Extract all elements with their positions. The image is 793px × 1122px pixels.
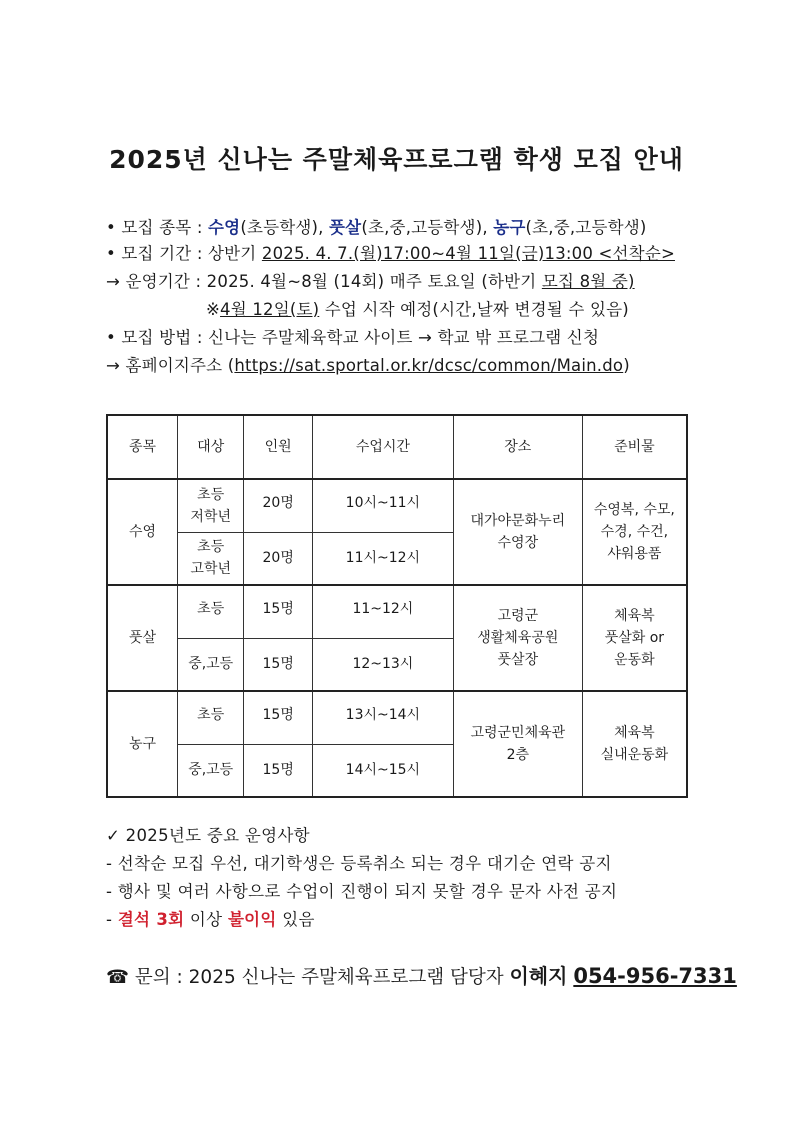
place-cell: 대가야문화누리 수영장 — [453, 479, 582, 585]
homepage-link[interactable]: https://sat.sportal.or.kr/dcsc/common/Main.do — [234, 356, 624, 375]
table-row — [107, 691, 687, 744]
sport-swim: 수영 — [208, 218, 241, 237]
info-sports-line — [106, 214, 647, 238]
count-cell: 15명 — [244, 585, 312, 638]
period-suffix: <선착순> — [598, 244, 675, 263]
time-cell: 11시~12시 — [312, 532, 453, 585]
target-cell: 초등 — [177, 585, 243, 638]
table-row — [107, 585, 687, 638]
sport-futsal-note: (초,중,고등학생), — [361, 218, 494, 237]
operation-under: 모집 8월 중) — [541, 272, 635, 291]
contact-prefix: ☎ 문의 : 2025 신나는 주말체육프로그램 담당자 — [106, 967, 510, 988]
info-homepage-line — [106, 352, 630, 376]
info-start-line — [206, 296, 629, 320]
sport-cell: 수영 — [107, 479, 177, 585]
note-line: - 행사 및 여러 사항으로 수업이 진행이 되지 못할 경우 문자 사전 공지 — [106, 882, 618, 901]
note-line: - 선착순 모집 우선, 대기학생은 등록취소 되는 경우 대기순 연락 공지 — [106, 854, 612, 873]
header-time: 수업시간 — [312, 415, 453, 479]
homepage-prefix: → 홈페이지주소 ( — [106, 356, 235, 375]
sports-prefix: • 모집 종목 : — [106, 218, 209, 237]
count-cell: 15명 — [244, 744, 312, 797]
start-date: 4월 12일(토) — [220, 300, 320, 319]
table-row — [107, 479, 687, 532]
homepage-suffix: ) — [623, 356, 630, 375]
time-cell: 10시~11시 — [312, 479, 453, 532]
sport-cell: 풋살 — [107, 585, 177, 691]
time-cell: 12~13시 — [312, 638, 453, 691]
penalty-disadvantage: 불이익 — [227, 910, 277, 929]
note-line-penalty — [106, 906, 315, 930]
table-header-row — [107, 415, 687, 479]
contact-line — [106, 960, 737, 989]
place-cell: 고령군 생활체육공원 풋살장 — [453, 585, 582, 691]
start-prefix: ※ — [206, 300, 221, 319]
info-operation-line — [106, 268, 635, 292]
header-place: 장소 — [453, 415, 582, 479]
items-cell: 수영복, 수모, 수경, 수건, 샤워용품 — [582, 479, 687, 585]
sport-basketball-note: (초,중,고등학생) — [525, 218, 647, 237]
header-sport: 종목 — [107, 415, 177, 479]
items-cell: 체육복 풋살화 or 운동화 — [582, 585, 687, 691]
target-cell: 중,고등 — [177, 638, 243, 691]
sport-swim-note: (초등학생), — [240, 218, 330, 237]
time-cell: 11~12시 — [312, 585, 453, 638]
penalty-suffix: 있음 — [276, 910, 315, 929]
header-target: 대상 — [177, 415, 243, 479]
info-method-line: • 모집 방법 : 신나는 주말체육학교 사이트 → 학교 밖 프로그램 신청 — [106, 328, 600, 347]
info-period-line — [106, 240, 675, 264]
operation-prefix: → 운영기간 : 2025. 4월~8월 (14회) 매주 토요일 (하반기 — [106, 272, 542, 291]
items-cell: 체육복 실내운동화 — [582, 691, 687, 797]
contact-phone[interactable]: 054-956-7331 — [573, 964, 737, 988]
sport-basketball: 농구 — [493, 218, 526, 237]
count-cell: 15명 — [244, 638, 312, 691]
count-cell: 20명 — [244, 532, 312, 585]
page-title: 2025년 신나는 주말체육프로그램 학생 모집 안내 — [109, 145, 684, 174]
place-cell: 고령군민체육관 2층 — [453, 691, 582, 797]
header-items: 준비물 — [582, 415, 687, 479]
start-suffix: 수업 시작 예정(시간,날짜 변경될 수 있음) — [319, 300, 629, 319]
count-cell: 15명 — [244, 691, 312, 744]
notes-heading: ✓ 2025년도 중요 운영사항 — [106, 826, 310, 845]
time-cell: 13시~14시 — [312, 691, 453, 744]
target-cell: 초등 저학년 — [177, 479, 243, 532]
target-cell: 초등 고학년 — [177, 532, 243, 585]
target-cell: 초등 — [177, 691, 243, 744]
penalty-mid: 이상 — [184, 910, 228, 929]
time-cell: 14시~15시 — [312, 744, 453, 797]
sport-cell: 농구 — [107, 691, 177, 797]
target-cell: 중,고등 — [177, 744, 243, 797]
penalty-absence: 결석 3회 — [117, 910, 185, 929]
count-cell: 20명 — [244, 479, 312, 532]
header-count: 인원 — [244, 415, 312, 479]
period-dates: 2025. 4. 7.(월)17:00~4월 11일(금)13:00 — [261, 244, 599, 263]
contact-name: 이혜지 — [509, 964, 568, 988]
period-prefix: • 모집 기간 : 상반기 — [106, 244, 262, 263]
sport-futsal: 풋살 — [329, 218, 362, 237]
penalty-prefix: - — [106, 910, 118, 929]
schedule-table — [106, 414, 688, 798]
